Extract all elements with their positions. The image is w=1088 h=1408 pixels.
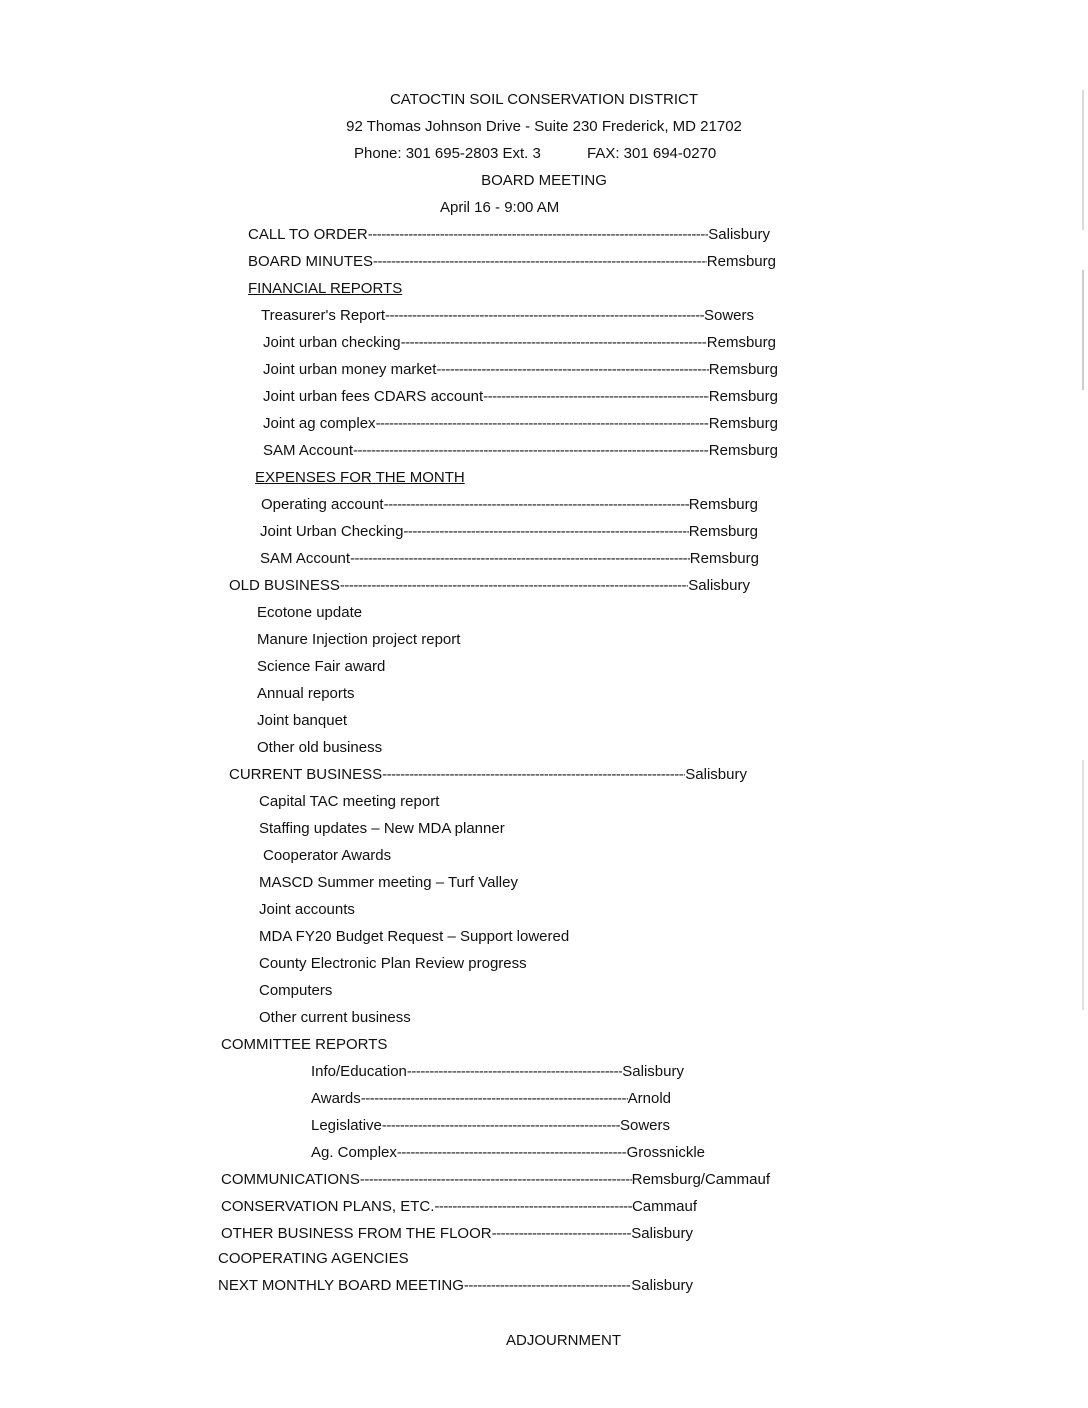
agenda-other-business: OTHER BUSINESS FROM THE FLOOR ----- Salisbury [221, 1225, 693, 1242]
org-phone: Phone: 301 695-2803 Ext. 3 [354, 145, 541, 162]
current-business-item: Capital TAC meeting report [259, 793, 440, 810]
presenter: Salisbury [708, 226, 770, 243]
agenda-cooperating-agencies: COOPERATING AGENCIES [218, 1250, 409, 1267]
agenda-current-business: CURRENT BUSINESS ----- Salisbury [229, 766, 747, 783]
expenses-heading: EXPENSES FOR THE MONTH [255, 469, 465, 486]
current-business-item: Other current business [259, 1009, 411, 1026]
financial-item: Joint urban checking ----- Remsburg [263, 334, 776, 351]
agenda-adjournment: ADJOURNMENT [506, 1332, 621, 1349]
org-name: CATOCTIN SOIL CONSERVATION DISTRICT [389, 91, 699, 108]
old-business-item: Ecotone update [257, 604, 363, 621]
old-business-item: Science Fair award [257, 658, 386, 675]
financial-item: Joint urban fees CDARS account ----- Remsburg [263, 388, 778, 405]
committee-reports-heading: COMMITTEE REPORTS [221, 1036, 388, 1053]
old-business-item: Annual reports [257, 685, 355, 702]
agenda-next-meeting: NEXT MONTHLY BOARD MEETING ----- Salisbury [218, 1277, 693, 1294]
expense-item: Operating account ----- Remsburg [261, 496, 758, 513]
financial-item: Joint ag complex ----- Remsburg [263, 415, 778, 432]
committee-item: Info/Education ----- Salisbury [311, 1063, 684, 1080]
scan-artifact [1082, 90, 1084, 230]
expense-item: SAM Account ----- Remsburg [260, 550, 759, 567]
agenda-call-to-order [248, 226, 770, 243]
agenda-conservation-plans: CONSERVATION PLANS, ETC. ----- Cammauf [221, 1198, 697, 1215]
current-business-item: Cooperator Awards [263, 847, 392, 864]
agenda-label: CALL TO ORDER [248, 226, 368, 243]
financial-item: SAM Account ----- Remsburg [263, 442, 778, 459]
financial-item: Treasurer's Report ----- Sowers [261, 307, 754, 324]
agenda-board-minutes [248, 253, 776, 270]
financial-reports-heading: FINANCIAL REPORTS [248, 280, 403, 297]
committee-item: Awards ----- Arnold [311, 1090, 671, 1107]
org-fax: FAX: 301 694-0270 [587, 145, 717, 162]
current-business-item: Computers [259, 982, 333, 999]
current-business-item: Joint accounts [259, 901, 355, 918]
current-business-item: MDA FY20 Budget Request – Support lowered [259, 928, 570, 945]
old-business-item: Joint banquet [257, 712, 348, 729]
current-business-item: Staffing updates – New MDA planner [259, 820, 505, 837]
agenda-old-business: OLD BUSINESS ----- Salisbury [229, 577, 750, 594]
presenter: Remsburg [706, 253, 776, 270]
committee-item: Ag. Complex ----- Grossnickle [311, 1144, 705, 1161]
old-business-item: Other old business [257, 739, 383, 756]
org-address: 92 Thomas Johnson Drive - Suite 230 Frederick, MD 21702 [346, 118, 742, 135]
current-business-item: MASCD Summer meeting – Turf Valley [259, 874, 518, 891]
committee-item: Legislative ----- Sowers [311, 1117, 670, 1134]
current-business-item: County Electronic Plan Review progress [259, 955, 527, 972]
expense-item: Joint Urban Checking ----- Remsburg [260, 523, 758, 540]
financial-item: Joint urban money market ----- Remsburg [263, 361, 778, 378]
scan-artifact [1082, 760, 1084, 1010]
old-business-item: Manure Injection project report [257, 631, 461, 648]
meeting-title: BOARD MEETING [481, 172, 607, 189]
meeting-date: April 16 - 9:00 AM [440, 199, 560, 216]
scan-artifact [1082, 270, 1084, 390]
agenda-communications: COMMUNICATIONS ----- Remsburg/Cammauf [221, 1171, 770, 1188]
agenda-label: BOARD MINUTES [248, 253, 374, 270]
